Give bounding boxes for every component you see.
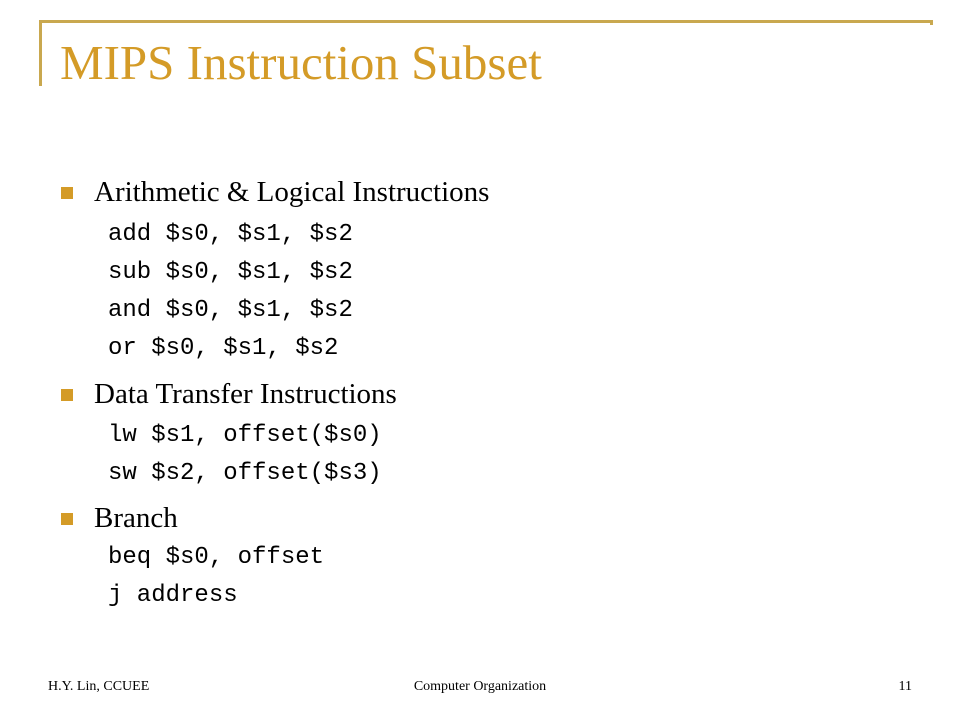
section-heading-branch [94, 504, 178, 533]
section-heading-data-transfer [94, 380, 397, 409]
section-heading-text: Data Transfer Instructions [94, 378, 397, 410]
footer-page-number: 11 [898, 679, 912, 694]
square-bullet-icon [61, 389, 73, 401]
footer-course: Computer Organization [413, 679, 547, 694]
section-heading-text: Arithmetic & Logical Instructions [94, 176, 490, 208]
code-line: and $s0, $s1, $s2 [108, 297, 353, 324]
code-line: beq $s0, offset [108, 544, 325, 571]
code-line: sub $s0, $s1, $s2 [108, 259, 353, 286]
footer-author: H.Y. Lin, CCUEE [48, 679, 150, 694]
code-line: add $s0, $s1, $s2 [108, 221, 353, 248]
section-heading-arithmetic [94, 178, 489, 207]
code-line: lw $s1, offset($s0) [108, 422, 382, 449]
code-line: sw $s2, offset($s3) [108, 460, 382, 487]
code-line: j address [108, 582, 238, 609]
slide-title: MIPS Instruction Subset [60, 35, 542, 90]
square-bullet-icon [61, 513, 73, 525]
section-heading-text: Branch [94, 502, 178, 534]
code-line: or $s0, $s1, $s2 [108, 335, 339, 362]
square-bullet-icon [61, 187, 73, 199]
